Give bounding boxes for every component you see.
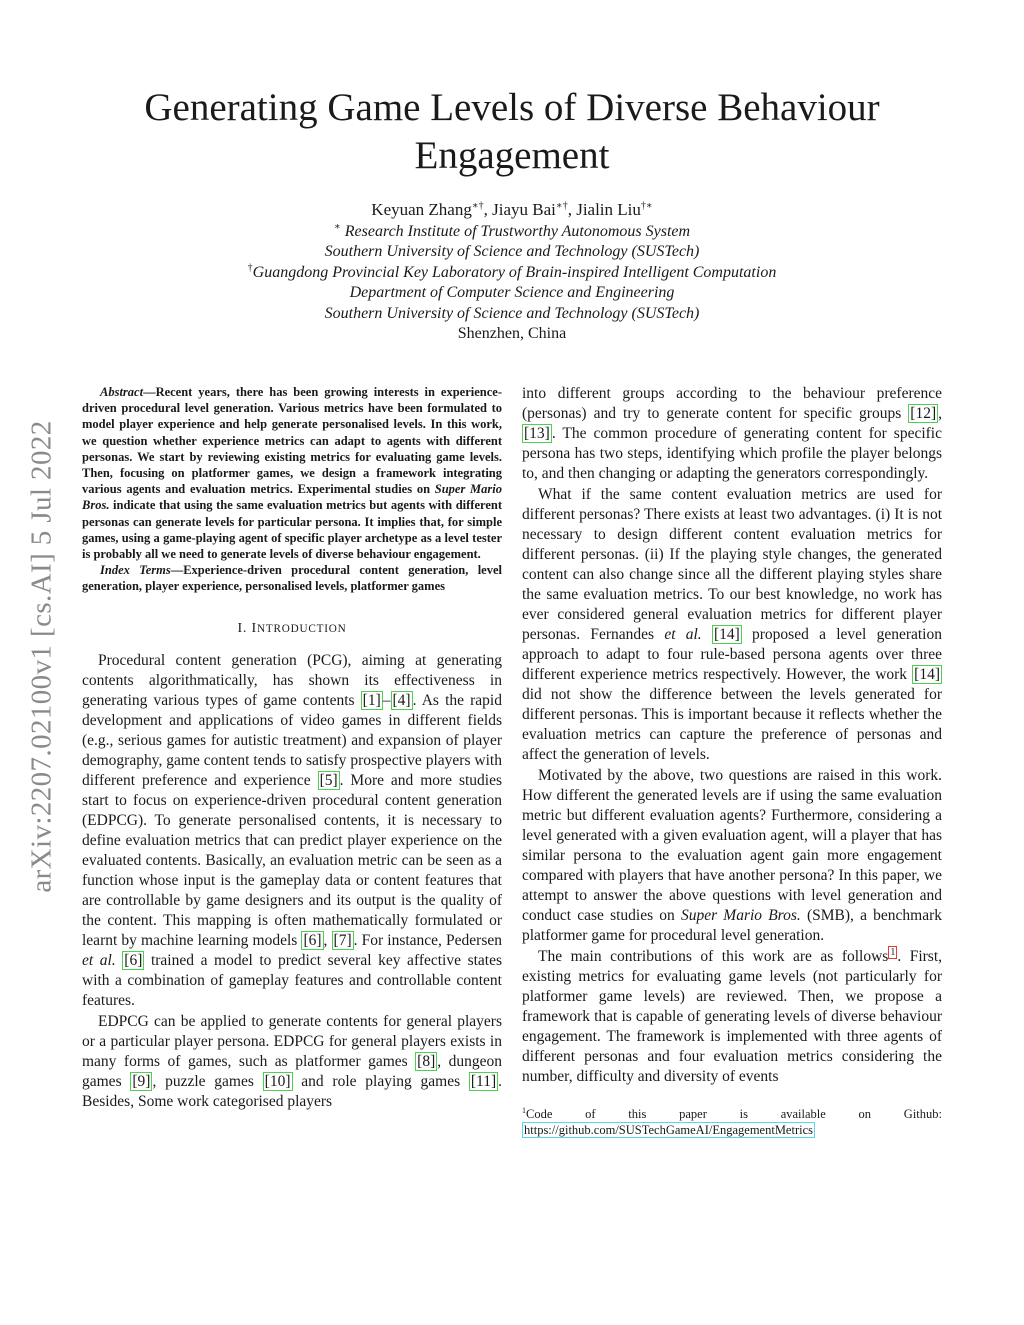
text: did not show the difference between the levels generated for different personas. This is important because it reflects whether the evaluation metrics can capture the preference of personas and affect the generation of levels.: [522, 686, 942, 763]
left-column: [82, 384, 502, 1113]
citation-link[interactable]: [9]: [132, 1072, 151, 1090]
citation-link[interactable]: [13]: [524, 425, 550, 442]
affiliation-text: Research Institute of Trustworthy Autonomous System: [344, 222, 691, 240]
text: EDPCG can be applied to generate contents for general players or a particular player persona. EDPCG for general players exists in many forms of games, such as platformer games: [82, 1012, 502, 1070]
footnote-link[interactable]: 1: [890, 946, 896, 958]
author-marks: ∗†: [471, 200, 484, 212]
separator: ,: [567, 200, 577, 219]
text: The main contributions of this work are as follows: [538, 948, 889, 965]
text: . More and more studies start to focus on experience-driven procedural content generation (EDPCG). To generate personalised contents, it is necessary to define evaluation metrics that can predict player experience on the evaluated contents. Basically, an evaluation metric can be seen as a function whose input is the gameplay data or content features that are controllable by game designers and its output is the quality of the content. This mapping is often mathematically formulated or learnt by machine learning models: [82, 771, 502, 949]
section-title-initial: I: [251, 620, 257, 636]
et-al: et al.: [82, 951, 116, 969]
citation-link[interactable]: [4]: [392, 691, 411, 709]
footnote-text: Code of this paper is available on Github:: [526, 1107, 942, 1122]
abstract: [82, 384, 502, 562]
dash: —: [143, 385, 156, 399]
section-number: I.: [237, 620, 252, 636]
author-marks: ∗†: [555, 200, 568, 212]
paragraph: [82, 1012, 502, 1112]
text: , puzzle games: [152, 1072, 263, 1090]
footnote-mark: 1: [522, 1106, 526, 1115]
author-block: [80, 200, 944, 345]
section-title-rest: NTRODUCTION: [256, 622, 347, 635]
text: . As the rapid development and applications of video games in different fields (e.g., serious games for autistic treatment) and expansion of player demography, game content tends to satisfy prospective players with different preference and experience: [82, 691, 502, 789]
text: (SMB), a benchmark platformer game for procedural level generation.: [522, 907, 942, 944]
paragraph: [522, 384, 942, 484]
paragraph: [522, 947, 942, 1087]
affiliation-line: Southern University of Science and Technology (SUSTech): [324, 243, 700, 260]
abstract-label: Abstract: [100, 385, 144, 399]
index-terms: [82, 562, 502, 594]
citation-link[interactable]: [10]: [264, 1072, 291, 1090]
affiliation-line: Department of Computer Science and Engineering: [349, 284, 675, 301]
text: trained a model to predict several key affective states with a combination of gameplay features and controllable content features.: [82, 951, 503, 1009]
footnote: [522, 1103, 942, 1138]
citation-link[interactable]: [6]: [124, 951, 143, 969]
author-name: Keyuan Zhang: [371, 200, 472, 219]
citation-link[interactable]: [14]: [914, 666, 940, 683]
github-url-link[interactable]: https://github.com/SUSTechGameAI/EngagementMetrics: [524, 1123, 814, 1138]
arxiv-watermark: [16, 382, 68, 930]
text: Motivated by the above, two questions are raised in this work. How different the generated levels are if using the same evaluation metric but different evaluation agents? Furthermore, considering a level generated with a given evaluation agent, will a player that has similar persona to the evaluation agent gain more engagement compared with players that have another persona? In this paper, we attempt to answer the above questions with level generation and conduct case studies on: [522, 767, 942, 924]
arxiv-id-label: arXiv:2207.02100v1 [cs.AI] 5 Jul 2022: [25, 419, 58, 893]
citation-link[interactable]: [1]: [362, 691, 381, 709]
author-names: [80, 200, 944, 221]
author-name: Jialin Liu: [576, 200, 641, 219]
game-name: Super Mario Bros.: [680, 907, 801, 924]
section-heading: [82, 621, 502, 637]
citation-link[interactable]: [14]: [713, 626, 740, 643]
citation-link[interactable]: [6]: [303, 931, 322, 949]
text: Procedural content generation (PCG), aiming at generating contents algorithmatically, has shown its effectiveness in generating various types of game contents: [82, 651, 502, 709]
text: and role playing games: [292, 1072, 469, 1090]
text: –: [382, 691, 391, 709]
affiliation-line: [80, 263, 944, 284]
abstract-text: indicate that using the same evaluation metrics but agents with different personas can generate levels for particular persona. It implies that, for simple games, using a game-playing agent of specific player archetype as a level tester is probably all we need to generate levels of diverse behaviour engagement.: [82, 498, 502, 562]
citation-link[interactable]: [8]: [417, 1052, 436, 1070]
citation-link[interactable]: [11]: [470, 1072, 497, 1090]
text: ,: [323, 931, 332, 949]
affiliation-city: Shenzhen, China: [457, 325, 567, 342]
separator: ,: [483, 200, 493, 219]
text: , dungeon games: [82, 1052, 502, 1090]
right-column: [522, 384, 942, 1138]
affiliation-text: Guangdong Provincial Key Laboratory of Brain-inspired Intelligent Computation: [252, 263, 777, 281]
text: . Besides, Some work categorised players: [82, 1072, 503, 1110]
affiliation-line: [80, 222, 944, 243]
text: [702, 626, 712, 643]
paragraph: [522, 766, 942, 946]
affiliation-mark: †: [247, 262, 253, 274]
text: . For instance, Pedersen: [353, 931, 502, 949]
index-terms-text: Experience-driven procedural content generation, level generation, player experience, personalised levels, platformer games: [82, 563, 502, 594]
author-name: Jiayu Bai: [492, 200, 556, 219]
affiliation-mark: ∗: [333, 221, 341, 233]
dash: —: [170, 563, 184, 578]
text: into different groups according to the behaviour preference (personas) and try to generate content for specific groups: [522, 385, 942, 422]
author-marks: †∗: [640, 200, 653, 212]
citation-link[interactable]: [12]: [910, 405, 937, 422]
index-terms-label: Index Terms: [100, 563, 171, 578]
paragraph: [82, 651, 502, 1011]
paper-title: Generating Game Levels of Diverse Behaviour Engagement: [144, 86, 880, 177]
affiliation-line: Southern University of Science and Technology (SUSTech): [324, 304, 700, 322]
paragraph: [522, 485, 942, 765]
text: ,: [938, 405, 942, 422]
text: What if the same content evaluation metrics are used for different personas? There exists at least two advantages. (i) It is not necessary to design different content evaluation metrics for different personas. (ii) If the playing style changes, the generated content can also change since all the different playing styles share the same evaluation metrics. To our best knowledge, no work has ever considered general evaluation metrics for different player personas. Fernandes: [522, 486, 942, 643]
game-name: Super Mario Bros.: [82, 482, 502, 513]
text: . The common procedure of generating content for specific persona has two steps, identifying which profile the player belongs to, and then changing or adapting the generators correspondingly.: [522, 425, 942, 482]
text: proposed a level generation approach to adapt to four rule-based persona agents over three different experience metrics respectively. However, the work: [522, 626, 942, 683]
citation-link[interactable]: [5]: [319, 771, 338, 789]
et-al: et al.: [664, 626, 702, 643]
citation-link[interactable]: [7]: [333, 931, 352, 949]
abstract-text: Recent years, there has been growing interests in experience-driven procedural level generation. Various metrics have been formulated to model player experience and help generate personalised levels. In this work, we question whether experience metrics can adapt to agents with different personas. We start by reviewing existing metrics for evaluating game levels. Then, focusing on platformer games, we design a framework integrating various agents and evaluation metrics. Experimental studies on: [82, 385, 502, 497]
text: . First, existing metrics for evaluating game levels (not particularly for platformer game levels) are reviewed. Then, we propose a framework that is capable of generating levels of diverse behaviour engagement. The framework is implemented with three agents of different personas and four evaluation metrics considering the number, difficulty and diversity of events: [522, 948, 942, 1085]
